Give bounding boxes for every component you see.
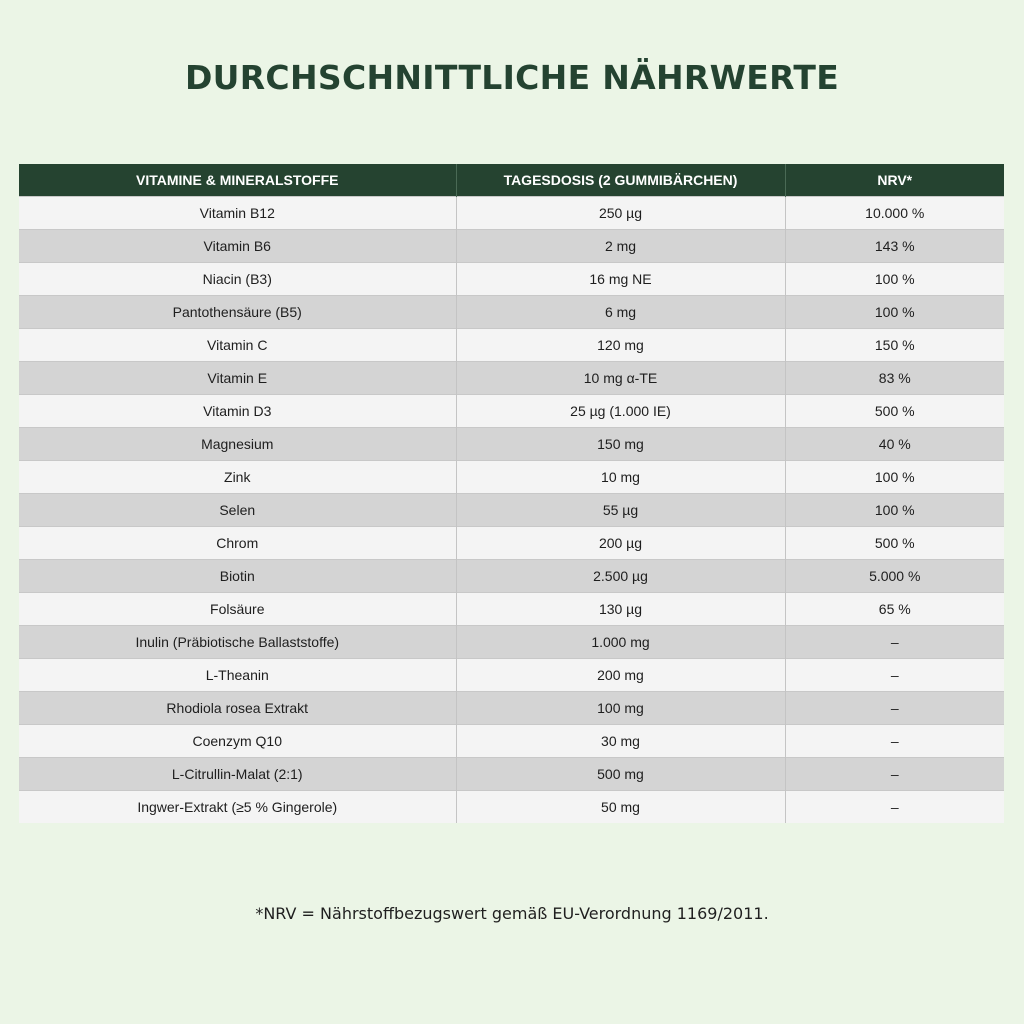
table-row — [19, 626, 1004, 659]
cell-dose: 30 mg — [456, 725, 785, 758]
cell-nutrient: Chrom — [19, 527, 456, 560]
cell-dose: 1.000 mg — [456, 626, 785, 659]
cell-dose: 2.500 µg — [456, 560, 785, 593]
table-row — [19, 296, 1004, 329]
table-header-row — [19, 164, 1004, 197]
cell-nrv: 83 % — [785, 362, 1004, 395]
cell-nutrient: L-Theanin — [19, 659, 456, 692]
page-title: DURCHSCHNITTLICHE NÄHRWERTE — [184, 58, 840, 97]
nrv-footnote: *NRV = Nährstoffbezugswert gemäß EU-Verordnung 1169/2011. — [255, 904, 769, 923]
cell-nrv: 65 % — [785, 593, 1004, 626]
column-header-nutrient: VITAMINE & MINERALSTOFFE — [19, 164, 456, 197]
cell-nrv: – — [785, 725, 1004, 758]
cell-dose: 16 mg NE — [456, 263, 785, 296]
table-row — [19, 428, 1004, 461]
cell-dose: 2 mg — [456, 230, 785, 263]
cell-dose: 25 µg (1.000 IE) — [456, 395, 785, 428]
cell-nrv: 500 % — [785, 527, 1004, 560]
cell-nrv: – — [785, 626, 1004, 659]
cell-nrv: 10.000 % — [785, 197, 1004, 230]
table-row — [19, 692, 1004, 725]
cell-nutrient: Zink — [19, 461, 456, 494]
table-row — [19, 461, 1004, 494]
cell-nutrient: Rhodiola rosea Extrakt — [19, 692, 456, 725]
cell-nutrient: Vitamin B12 — [19, 197, 456, 230]
cell-nrv: 100 % — [785, 263, 1004, 296]
table-row — [19, 197, 1004, 230]
table-row — [19, 263, 1004, 296]
nutrition-table-container — [19, 164, 1004, 823]
table-row — [19, 791, 1004, 824]
cell-dose: 55 µg — [456, 494, 785, 527]
cell-nutrient: Vitamin C — [19, 329, 456, 362]
cell-nrv: – — [785, 791, 1004, 824]
cell-nrv: 5.000 % — [785, 560, 1004, 593]
cell-dose: 130 µg — [456, 593, 785, 626]
table-row — [19, 593, 1004, 626]
cell-nutrient: Magnesium — [19, 428, 456, 461]
table-row — [19, 494, 1004, 527]
table-row — [19, 725, 1004, 758]
cell-dose: 120 mg — [456, 329, 785, 362]
cell-nrv: 40 % — [785, 428, 1004, 461]
table-row — [19, 329, 1004, 362]
cell-nutrient: Biotin — [19, 560, 456, 593]
cell-nrv: 100 % — [785, 494, 1004, 527]
cell-nrv: – — [785, 659, 1004, 692]
cell-nrv: 100 % — [785, 296, 1004, 329]
cell-nrv: 150 % — [785, 329, 1004, 362]
cell-nrv: – — [785, 758, 1004, 791]
cell-nutrient: Vitamin B6 — [19, 230, 456, 263]
cell-nutrient: Selen — [19, 494, 456, 527]
table-row — [19, 395, 1004, 428]
cell-nutrient: Pantothensäure (B5) — [19, 296, 456, 329]
cell-nutrient: L-Citrullin-Malat (2:1) — [19, 758, 456, 791]
cell-dose: 200 µg — [456, 527, 785, 560]
cell-dose: 100 mg — [456, 692, 785, 725]
cell-dose: 10 mg — [456, 461, 785, 494]
column-header-nrv: NRV* — [785, 164, 1004, 197]
cell-dose: 500 mg — [456, 758, 785, 791]
cell-nutrient: Vitamin D3 — [19, 395, 456, 428]
cell-dose: 10 mg α-TE — [456, 362, 785, 395]
table-row — [19, 230, 1004, 263]
cell-nutrient: Ingwer-Extrakt (≥5 % Gingerole) — [19, 791, 456, 824]
cell-nutrient: Inulin (Präbiotische Ballaststoffe) — [19, 626, 456, 659]
cell-nrv: – — [785, 692, 1004, 725]
cell-nutrient: Niacin (B3) — [19, 263, 456, 296]
table-row — [19, 758, 1004, 791]
cell-dose: 150 mg — [456, 428, 785, 461]
cell-dose: 250 µg — [456, 197, 785, 230]
column-header-daily-dose: TAGESDOSIS (2 GUMMIBÄRCHEN) — [456, 164, 785, 197]
cell-nrv: 100 % — [785, 461, 1004, 494]
cell-dose: 200 mg — [456, 659, 785, 692]
cell-nrv: 143 % — [785, 230, 1004, 263]
table-row — [19, 362, 1004, 395]
cell-nutrient: Coenzym Q10 — [19, 725, 456, 758]
cell-nutrient: Vitamin E — [19, 362, 456, 395]
table-row — [19, 560, 1004, 593]
table-row — [19, 527, 1004, 560]
nutrition-table — [19, 164, 1004, 823]
cell-dose: 50 mg — [456, 791, 785, 824]
cell-nrv: 500 % — [785, 395, 1004, 428]
cell-nutrient: Folsäure — [19, 593, 456, 626]
table-row — [19, 659, 1004, 692]
cell-dose: 6 mg — [456, 296, 785, 329]
